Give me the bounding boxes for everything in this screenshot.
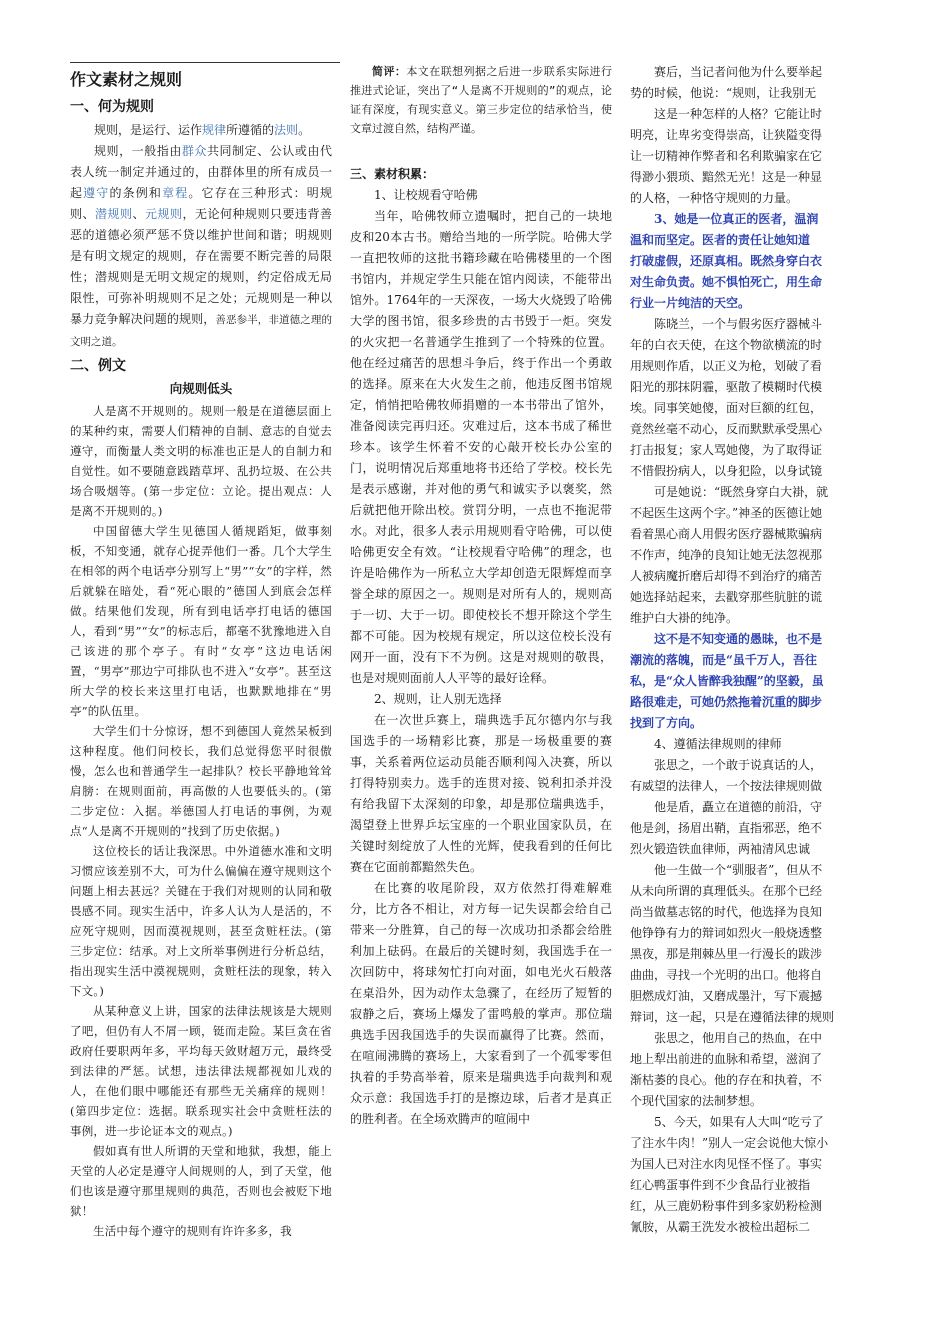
essay-paragraph-4: 这位校长的话让我深思。中外道德水准和文明习惯应该差别不大，可为什么偏偏在遵守规则这个问题上相去甚远？关键在于我们对规则的认同和敬畏感不同。现实生活中，许多人认为人是活的，不应死守规则，因而漠视规则，甚至贪赃枉法。(第三步定位：结承。对上文所举事例进行分析总结，指出现实生活中漠视规则，贪赃枉法的现象，转入下文。) (70, 844, 332, 998)
right-column-line: 从未向所谓的真理低头。在那个已经 (630, 884, 823, 898)
right-column-line: 赛后，当记者问他为什么要举起 (654, 65, 823, 79)
right-column-line: 打破虚假，还原真相。既然身穿白衣 (630, 254, 823, 268)
link-zunshou[interactable]: 遵守 (83, 186, 110, 200)
column-right (630, 62, 848, 1234)
right-column-line: 尚当做墓志铭的时代，他选择为良知 (630, 905, 823, 919)
right-column-line: 埃。同事笑她傻，面对巨额的红包， (630, 401, 823, 415)
right-column-line: 温和而坚定。医者的责任让她知道 (630, 233, 811, 247)
right-column-line: 曲曲，寻找一个光明的出口。他将自 (630, 968, 823, 982)
link-zhangcheng[interactable]: 章程 (162, 186, 189, 200)
right-column-line: 阳光的那抹阴霾，驱散了模糊时代模 (630, 380, 823, 394)
link-qianguize[interactable]: 潜规则 (95, 207, 133, 221)
definition-paragraph-2: 规则，一般指由群众共同制定、公认或由代表人统一制定并通过的，由群体里的所有成员一起遵守的条例和章程。它存在三种形式：明规则、潜规则、元规则，无论何种规则只要违背善恶的道德必须严惩不贷以维护世间和谐；明规则是有明文规定的规则，存在需要不断完善的局限性；潜规则是无明文规定的规则，约定俗成无局限性，可弥补明规则不足之处；元规则是一种以暴力竞争解决问题的规则，善恶参半，非道德之理的文明之道。 (70, 144, 332, 348)
right-column-line: 了注水牛肉！”别人一定会说他大惊小 (630, 1136, 829, 1150)
right-column-line: 不惜假扮病人，以身犯险，以身试镜 (630, 464, 823, 478)
material-2-title: 2、规则，让人别无选择 (374, 692, 502, 706)
essay-title: 向规则低头 (169, 381, 233, 396)
right-column-line: 氰胺，从霸王洗发水被检出超标二 (630, 1220, 811, 1234)
right-column-line: 地上犁出前进的血脉和希望，滋润了 (630, 1052, 823, 1066)
right-column-line: 烈火锻造铁血律师，两袖清风忠诚 (630, 842, 811, 856)
right-column-line: 私，是“众人皆醉我独醒”的坚毅，虽 (630, 674, 824, 688)
right-column-line: 张思之，他用自己的热血，在中 (654, 1031, 823, 1045)
right-column-line: 路很难走，可她仍然拖着沉重的脚步 (630, 695, 823, 709)
right-column-line: 潮流的落魄，而是“虽千万人，吾往 (630, 653, 817, 667)
material-2-paragraph-2: 在比赛的收尾阶段，双方依然打得难解难分，比方各不相让，对方每一记失误都会给自己带来一分胜算，自己的每一次成功扣杀都会给胜利加上砝码。在最后的关键时刻，我国选手在一次回防中，将球匆忙打向对面，如电光火石般落在桌沿外，因为动作太急骤了，在经历了短暂的寂静之后，赛场上爆发了雷鸣般的掌声。那位瑞典选手因我国选手的失误而赢得了比赛。然而，在喧闹沸腾的赛场上，大家看到了一个孤零零但执着的手势高举着，原来是瑞典选手向裁判和观众示意：我国选手打的是擦边球，后者才是真正的胜利者。在全场欢腾声的喧闹中 (350, 881, 612, 1126)
link-yuanguize[interactable]: 元规则 (145, 207, 183, 221)
right-column-line: 渐枯萎的良心。他的存在和执着，不 (630, 1073, 823, 1087)
link-faze[interactable]: 法则 (274, 123, 299, 137)
right-column-line: 红，从三鹿奶粉事件到多家奶粉检测 (630, 1199, 823, 1213)
right-column-line: 3、她是一位真正的医者，温润 (654, 212, 819, 226)
right-column-line: 对生命负责。她不惧怕死亡，用生命 (630, 275, 823, 289)
essay-paragraph-3: 大学生们十分惊讶，想不到德国人竟然呆板到这种程度。他们问校长，我们总觉得您平时很傲慢，怎么也和普通学生一起排队？校长平静地耸耸肩膀：在规则面前，再高傲的人也要低头的。(第二步定位：入据。举德国人打电话的事例，为观点“人是离不开规则的”找到了历史依据。) (70, 724, 332, 838)
essay-paragraph-6: 假如真有世人所谓的天堂和地狱，我想，能上天堂的人必定是遵守人间规则的人，到了天堂，他们也该是遵守那里规则的典范，否则也会被贬下地狱！ (70, 1144, 332, 1218)
right-column-line: 看着黑心商人用假劣医疗器械欺骗病 (630, 527, 823, 541)
right-column-line: 张思之，一个敢于说真话的人， (654, 758, 823, 772)
definition-paragraph-1: 规则，是运行、运作规律所遵循的法则。 (94, 123, 311, 137)
right-column-line: 黑夜，那是荆棘丛里一行漫长的跋涉 (630, 947, 823, 961)
right-column-line: 的人格，一种恪守规则的力量。 (630, 191, 799, 205)
right-column-line: 维护白大褂的纯净。 (630, 611, 739, 625)
right-column-line: 让一切精神作弊者和名利欺骗家在它 (630, 149, 823, 163)
right-column-line: 个现代国家的法制梦想。 (630, 1094, 763, 1108)
section-heading-2: 二、例文 (70, 358, 126, 374)
right-column-line: 辩词，这一起，只是在遵循法律的规则 (630, 1010, 835, 1024)
right-column-line: 这是一种怎样的人格？它能让时 (654, 107, 823, 121)
right-column-line: 他是剑，扬眉出鞘，直指邪恶，绝不 (630, 821, 823, 835)
material-1-title: 1、让校规看守哈佛 (374, 188, 478, 202)
right-column-line: 他一生做一个“驯服者”，但从不 (654, 863, 823, 877)
material-2-paragraph-1: 在一次世乒赛上，瑞典选手瓦尔德内尔与我国选手的一场精彩比赛，那是一场极重要的赛事，关系着两位运动员能否顺利闯入决赛，所以打得特别卖力。选手的连贯对接、锐利扣杀并没有给我留下太深刻的印象，却是那位瑞典选手，渴望登上世界乒坛宝座的一个职业国家队员，在关键时刻绽放了人性的光辉，使我看到的任何比赛在它面前都黯然失色。 (350, 713, 612, 874)
link-qunzhong[interactable]: 群众 (181, 144, 207, 158)
right-column-line: 陈晓兰，一个与假劣医疗器械斗 (654, 317, 823, 331)
document-title: 作文素材之规则 (70, 70, 183, 89)
right-column-line: 明亮，让卑劣变得崇高，让狭隘变得 (630, 128, 823, 142)
right-column-line: 这不是不知变通的愚昧，也不是 (654, 632, 823, 646)
column-left (70, 62, 332, 1241)
right-column-line: 可是她说：“既然身穿白大褂，就 (654, 485, 829, 499)
right-column-line: 为国人已对注水肉见怪不怪了。事实 (630, 1157, 823, 1171)
review-paragraph: 简评：本文在联想列据之后进一步联系实际进行推进式论证，突出了“人是离不开规则的”的观点，论证有深度，有现实意义。第三步定位的结承恰当，使文章过渡自然，结构严谨。 (350, 65, 613, 135)
link-guilv[interactable]: 规律 (202, 123, 227, 137)
section-heading-3: 三、素材积累： (350, 167, 435, 181)
right-column-line: 年的白衣天使，在这个物欲横流的时 (630, 338, 823, 352)
right-column-line: 竟然丝毫不动心，反而默默承受黑心 (630, 422, 823, 436)
right-column-line: 他铮铮有力的辩词如烈火一般烧透整 (630, 926, 823, 940)
right-column-line: 人被病魔折磨后却得不到治疗的痛苦 (630, 569, 823, 583)
right-column-line: 胆燃成灯油，又磨成墨汁，写下震撼 (630, 989, 823, 1003)
right-column-line: 得渺小猥琐、黯然无光！这是一种显 (630, 170, 823, 184)
column-middle (350, 62, 612, 1130)
right-column-line: 用规则作盾，以正义为枪，划破了看 (630, 359, 823, 373)
essay-paragraph-7: 生活中每个遵守的规则有许许多多，我 (93, 1224, 292, 1238)
right-column-line: 有威望的法律人，一个按法律规则做 (630, 779, 823, 793)
right-column-line: 4、遵循法律规则的律师 (654, 737, 782, 751)
essay-paragraph-2: 中国留德大学生见德国人循规蹈矩，做事刻板，不知变通，就存心捉弄他们一番。几个大学生在相邻的两个电话亭分别写上“男”“女”的字样，然后就躲在暗处，看“死心眼的”德国人到底会怎样做。结果他们发现，所有到电话亭打电话的德国人，看到“男”“女”的标志后，都毫不犹豫地进入自己该进的那个亭子。有时“女亭”这边电话闲置，“男亭”那边宁可排队也不进入“女亭”。甚至这所大学的校长来这里打电话，也默默地排在“男亭”的队伍里。 (70, 524, 332, 718)
right-column-line: 不作声，纯净的良知让她无法忽视那 (630, 548, 823, 562)
right-column-line: 不起医生这两个字。”神圣的医德让她 (630, 506, 823, 520)
right-column-line: 他是盾，矗立在道德的前沿，守 (654, 800, 823, 814)
right-column-line: 行业一片纯洁的天空。 (630, 296, 751, 310)
right-column-line: 势的时候，他说：“规则，让我别无 (630, 86, 817, 100)
right-column-line: 找到了方向。 (630, 716, 703, 730)
right-column-line: 她选择站起来，去戳穿那些肮脏的谎 (630, 590, 823, 604)
right-column-line: 打击报复；家人骂她傻，为了取得证 (630, 443, 823, 457)
material-1-paragraph: 当年，哈佛牧师立遗嘱时，把自己的一块地皮和20本古书。赠给当地的一所学院。哈佛大学一直把牧师的这批书籍珍藏在哈佛楼里的一个图书馆内，并规定学生只能在馆内阅读，不能带出馆外。1764年的一天深夜，一场大火烧毁了哈佛大学的图书馆，很多珍贵的古书毁于一炬。突发的火灾把一名普通学生推到了一个特殊的位置。他在经过痛苦的思想斗争后，终于作出一个勇敢的选择。原来在大火发生之前，他违反图书馆规定，悄悄把哈佛牧师捐赠的一本书带出了馆外，准备阅读完再归还。灾难过后，这本书成了稀世珍本。该学生怀着不安的心敲开校长办公室的门，说明情况后郑重地将书还给了学校。校长先是表示感谢，并对他的勇气和诚实予以褒奖，然后就把他开除出校。赏罚分明，一点也不拖泥带水。对此，很多人表示用规则看守哈佛，可以使哈佛更安全有效。“让校规看守哈佛”的理念，也许是哈佛作为一所私立大学却创造无限辉煌而享誉全球的原因之一。规则是对所有人的，规则高于一切、大于一切。即使校长不想开除这个学生都不可能。因为校规有规定，所以这位校长没有网开一面，没有下不为例。这是对规则的敬畏，也是对规则面前人人平等的最好诠释。 (350, 209, 612, 685)
right-column-line: 红心鸭蛋事件到不少食品行业被指 (630, 1178, 811, 1192)
essay-paragraph-1: 人是离不开规则的。规则一般是在道德层面上的某种约束，需要人们精神的自制、意志的自觉去遵守，而衡量人类文明的标准也正是人的自制力和自觉性。如不要随意践踏草坪、乱扔垃圾、在公共场合吸烟等。(第一步定位：立论。提出观点：人是离不开规则的。) (70, 404, 332, 518)
right-column-line: 5、今天，如果有人大叫“吃亏了 (654, 1115, 824, 1129)
section-heading-1: 一、何为规则 (70, 99, 154, 115)
essay-paragraph-5: 从某种意义上讲，国家的法律法规该是大规则了吧，但仍有人不屑一顾，铤而走险。某巨贪在省政府任要职两年多，平均每天敛财超万元，最终受到法律的严惩。试想，违法律法规都视如儿戏的人，在他们眼中哪能还有那些无关痛痒的规则！(第四步定位：选据。联系现实社会中贪赃枉法的事例，进一步论证本文的观点。) (70, 1004, 332, 1138)
